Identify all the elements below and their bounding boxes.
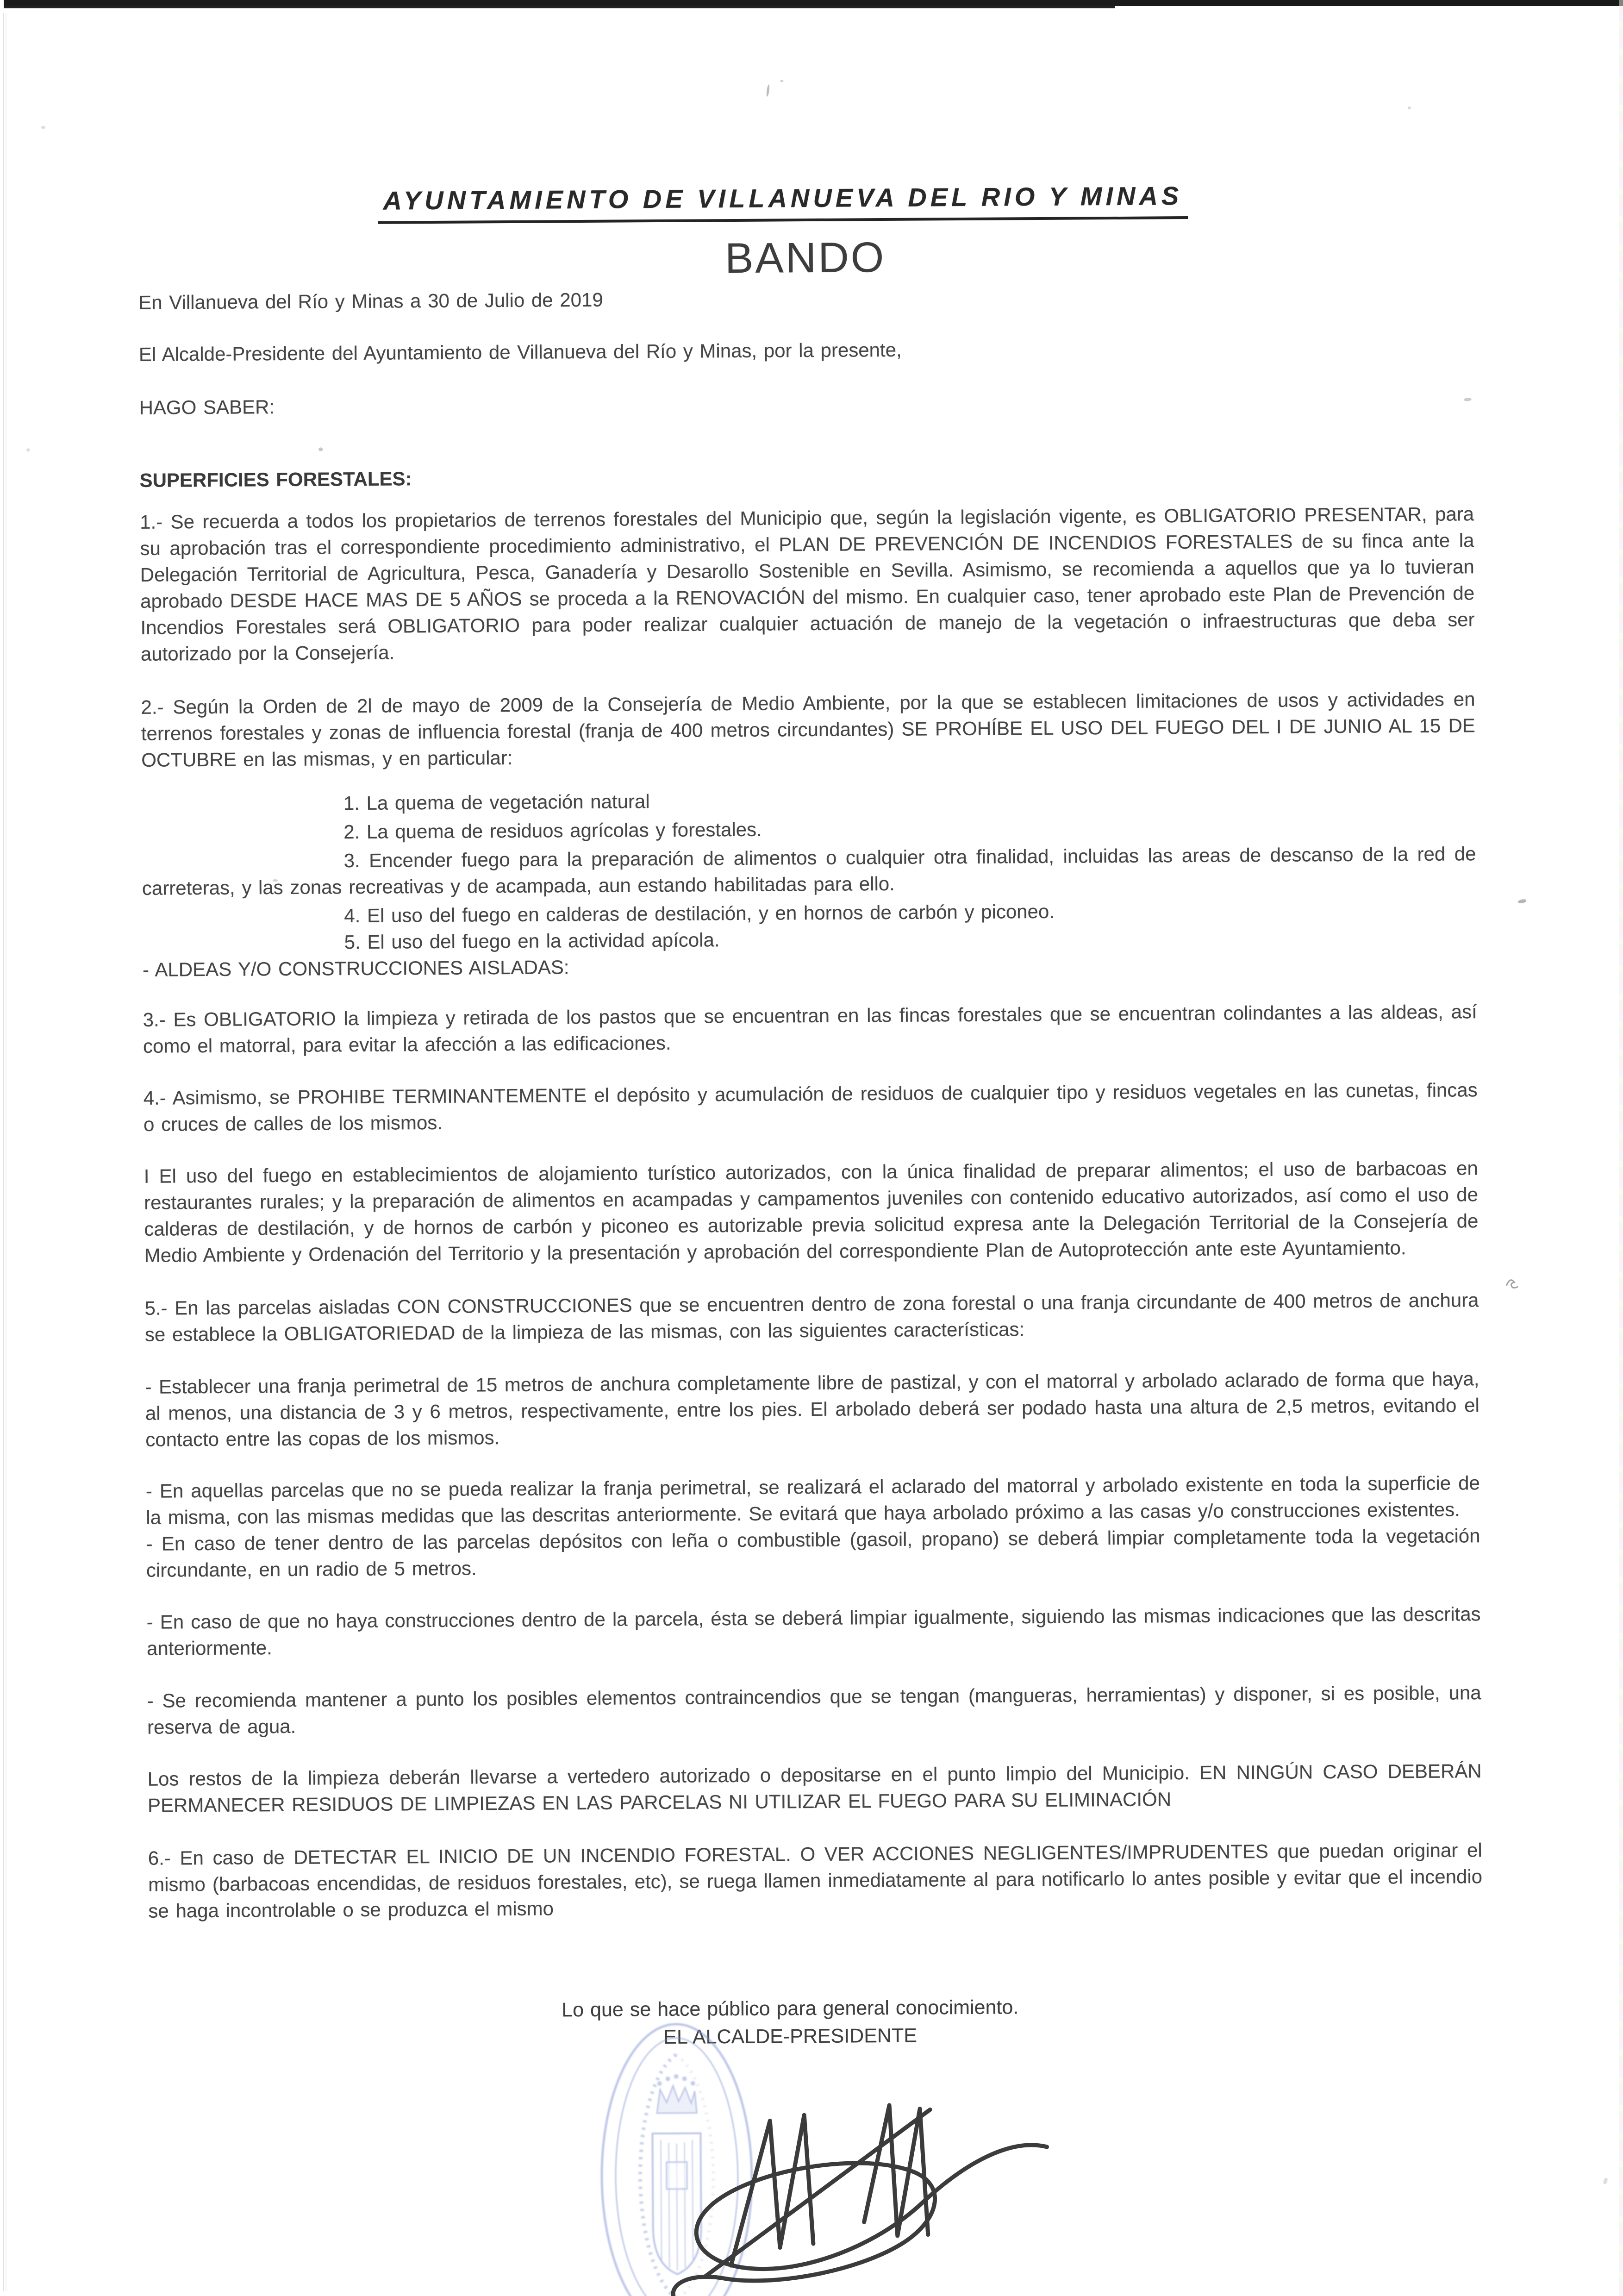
prohibition-item-5: 5. El uso del fuego en la actividad apícola. [344, 929, 720, 953]
document-header [116, 180, 1450, 226]
paragraph-restos-limpieza: Los restos de la limpieza deberán llevarse a vertedero autorizado o depositarse en el punto limpio del Municipio. EN NINGÚN CASO DEBERÁN PERMANECER RESIDUOS DE LIMPIEZAS EN LAS PARCELAS NI UTILIZAR EL FUEGO PARA SU ELIMINACIÓN [147, 1760, 1482, 1816]
hago-saber-line: HAGO SABER: [139, 396, 275, 419]
bullet-depositos-lena: - En caso de tener dentro de las parcelas depósitos con leña o combustible (gasoil, propano) se deberá limpiar completamente toda la vegetación circundante, en un radio de 5 metros. [146, 1525, 1480, 1581]
paragraph-1: 1.- Se recuerda a todos los propietarios de terrenos forestales del Municipio que, según la legislación vigente, es OBLIGATORIO PRESENTAR, para su aprobación tras el correspondiente procedimiento administrativo, el PLAN DE PREVENCIÓN DE INCENDIOS FORESTALES de su finca ante la Delegación Territorial de Agricultura, Pesca, Ganadería y Desarollo Sostenible en Sevilla. Asimismo, se recomienda a aquellos que ya lo tuvieran aprobado DESDE HACE MAS DE 5 AÑOS se proceda a la RENOVACIÓN del mismo. En cualquier caso, tener aprobado este Plan de Prevención de Incendios Forestales será OBLIGATORIO para poder realizar cualquier actuación de manejo de la vegetación o infraestructuras que deba ser autorizado por la Consejería. [139, 503, 1475, 665]
paragraph-6: 6.- En caso de DETECTAR EL INICIO DE UN INCENDIO FORESTAL. O VER ACCIONES NEGLIGENTES/IMPRUDENTES que puedan originar el mismo (barbacoas encendidas, de residuos forestales, etc), se ruega llamen inmediatamente al para notificarlo lo antes posible y evitar que el incendio se haga incontrolable o se produzca el mismo [148, 1839, 1483, 1922]
bullet-elementos-contraincendios: - Se recomienda mantener a punto los posibles elementos contraincendios que se tengan (mangueras, herramientas) y disponer, si es posible, una reserva de agua. [147, 1682, 1481, 1738]
mayor-signature [672, 2104, 1048, 2296]
seal-shield-icon [652, 2133, 701, 2275]
prohibition-item-4: 4. El uso del fuego en calderas de destilación, y en hornos de carbón y piconeo. [344, 900, 1055, 927]
signature-title: EL ALCALDE-PRESIDENTE [663, 2024, 918, 2048]
paragraph-4: 4.- Asimismo, se PROHIBE TERMINANTEMENTE el depósito y acumulación de residuos de cualquier tipo y residuos vegetales en las cunetas, fincas o cruces de calles de los mismos. [143, 1079, 1478, 1135]
closing-block [0, 1990, 1602, 2055]
prohibition-item-3: 3. Encender fuego para la preparación de alimentos o cualquier otra finalidad, incluidas las areas de descanso de la red de carreteras, y las zonas recreativas y de acampada, aun estando habilitadas para ello. [142, 843, 1476, 899]
section-title-superficies: SUPERFICIES FORESTALES: [139, 468, 412, 491]
scan-speck [1603, 2177, 1608, 2185]
scan-speck [26, 448, 30, 451]
bullet-sin-construcciones: - En caso de que no haya construcciones dentro de la parcela, ésta se deberá limpiar igualmente, siguiendo las mismas indicaciones que las descritas anteriormente. [146, 1603, 1481, 1659]
intro-line: El Alcalde-Presidente del Ayuntamiento de Villanueva del Río y Minas, por la presente, [138, 338, 902, 365]
bullet-franja-perimetral: - Establecer una franja perimetral de 15 metros de anchura completamente libre de pastizal, y con el matorral y arbolado aclarado de forma que haya, al menos, una distancia de 3 y 6 metros, respectivamente, entre los pies. El arbolado deberá ser podado hasta una altura de 2,5 metros, evitando el contacto entre las copas de los mismos. [145, 1368, 1479, 1451]
scan-speck [318, 447, 323, 451]
paragraph-5: 5.- En las parcelas aisladas CON CONSTRUCCIONES que se encuentren dentro de zona forestal o una franja circundante de 400 metros de anchura se establece la OBLIGATORIEDAD de la limpieza de las mismas, con las siguientes características: [144, 1289, 1479, 1345]
prohibition-item-1: 1. La quema de vegetación natural [343, 790, 650, 814]
scan-speck [41, 126, 45, 129]
scan-speck [1408, 106, 1411, 109]
paragraph-3: 3.- Es OBLIGATORIO la limpieza y retirada de los pastos que se encuentran en las fincas forestales que se encuentran colindantes a las aldeas, así como el matorral, para evitar la afección a las edificaciones. [143, 1001, 1477, 1057]
paragraph-uso-fuego: I El uso del fuego en establecimientos de alojamiento turístico autorizados, con la única finalidad de preparar alimentos; el uso de barbacoas en restaurantes rurales; y la preparación de alimentos en acampadas y campamentos juveniles con contenido educativo autorizados, así como el uso de calderas de destilación, y de hornos de carbón y piconeo es autorizable previa solicitud expresa ante la Delegación Territorial de la Consejería de Medio Ambiente y Ordenación del Territorio y la presentación y aprobación del correspondiente Plan de Autoprotección ante este Ayuntamiento. [144, 1157, 1479, 1266]
date-line: En Villanueva del Río y Minas a 30 de Julio de 2019 [138, 288, 603, 313]
scan-speck [273, 879, 278, 882]
scan-speck [780, 80, 783, 82]
paragraph-2: 2.- Según la Orden de 2l de mayo de 2009 de la Consejería de Medio Ambiente, por la que se establecen limitaciones de usos y actividades en terrenos forestales y zonas de influencia forestal (franja de 400 metros circundantes) SE PROHÍBE EL USO DEL FUEGO DEL I DE JUNIO AL 15 DE OCTUBRE en las mismas, y en particular: [141, 688, 1476, 771]
municipality-title: AYUNTAMIENTO DE VILLANUEVA DEL RIO Y MINAS [377, 181, 1188, 224]
seal-crown-icon [657, 2074, 697, 2114]
municipal-seal-stamp [601, 2024, 753, 2296]
section-title-aldeas: - ALDEAS Y/O CONSTRUCCIONES AISLADAS: [142, 956, 569, 981]
bullet-aclarado-matorral: - En aquellas parcelas que no se pueda realizar la franja perimetral, se realizará el aclarado del matorral y arbolado existente en toda la superficie de la misma, con las mismas medidas que las descritas anteriormente. Se evitará que haya arbolado próximo a las casas y/o construcciones existentes. [145, 1472, 1480, 1528]
doc-type-heading: BANDO [724, 233, 886, 282]
prohibition-item-2: 2. La quema de residuos agrícolas y forestales. [343, 818, 762, 843]
closing-line: Lo que se hace público para general conocimiento. [562, 1996, 1019, 2021]
